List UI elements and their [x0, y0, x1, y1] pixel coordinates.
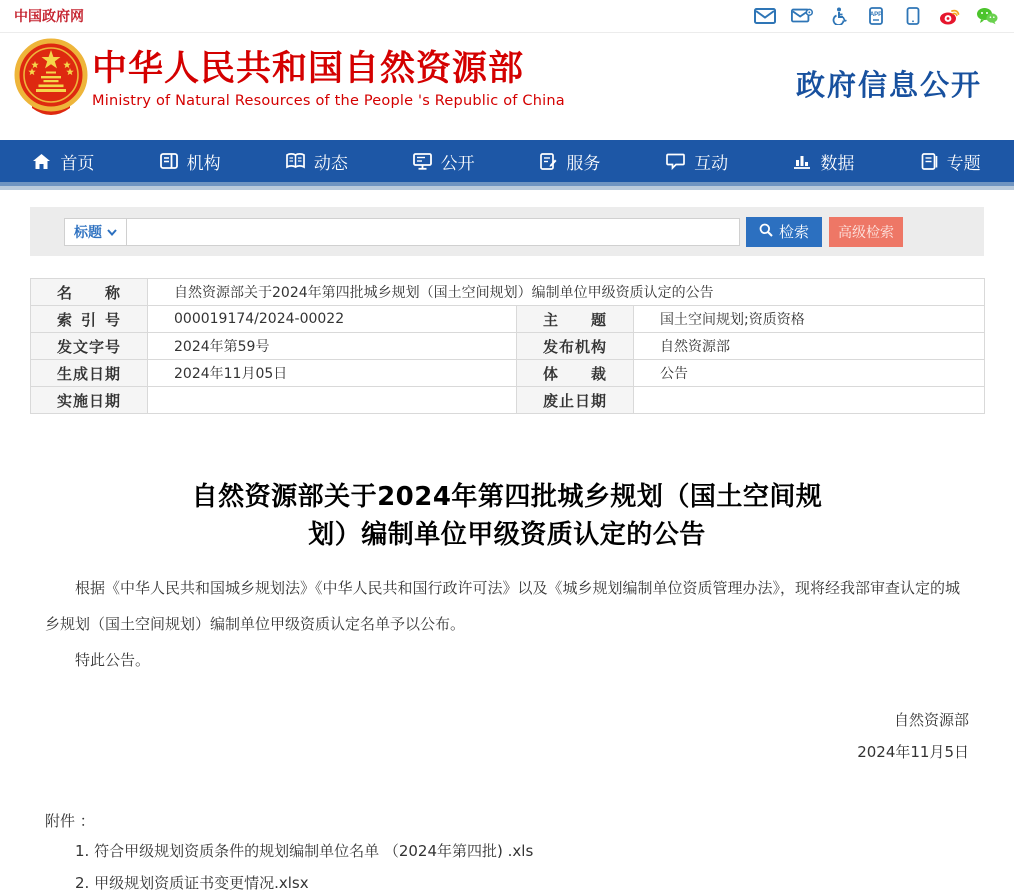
meta-value-generated-date: 2024年11月05日 — [148, 360, 517, 387]
nav-label: 机构 — [186, 153, 221, 174]
article-paragraph: 特此公告。 — [75, 651, 151, 669]
attachments-label: 附件 ： — [45, 812, 95, 830]
attachments-section — [45, 810, 969, 893]
meta-value-issuing-agency: 自然资源部 — [634, 333, 985, 360]
ministry-name-cn: 中华人民共和国自然资源部 — [92, 49, 525, 89]
signature-block — [45, 704, 969, 768]
nav-label: 专题 — [946, 153, 981, 174]
app-download-icon[interactable] — [865, 7, 887, 25]
signature-date: 2024年11月5日 — [857, 743, 969, 761]
meta-value-subject: 国土空间规划;资质资格 — [634, 306, 985, 333]
meta-label-genre: 体裁 — [517, 360, 634, 387]
nav-label: 互动 — [694, 153, 729, 174]
svg-text:APP: APP — [869, 12, 883, 18]
top-bar — [0, 0, 1014, 33]
meta-value-genre: 公告 — [634, 360, 985, 387]
mail-subscribe-icon[interactable] — [791, 7, 813, 25]
nav-label: 公开 — [440, 153, 475, 174]
attachments-list — [45, 841, 969, 893]
meta-value-doc-number: 2024年第59号 — [148, 333, 517, 360]
news-icon — [286, 153, 305, 169]
search-field-label: 标题 — [74, 224, 102, 241]
meta-value-repeal-date — [634, 387, 985, 414]
article-paragraph: 根据《中华人民共和国城乡规划法》《中华人民共和国行政许可法》以及《城乡规划编制单位资质管理办法》，现将经我部审查认定的城乡规划（国土空间规划）编制单位甲级资质认定名单予以公布。 — [45, 579, 961, 633]
attachment-link-2[interactable]: 2. 甲级规划资质证书变更情况.xlsx — [75, 874, 309, 892]
accessibility-icon[interactable] — [828, 7, 850, 25]
nav-divider-strip-light — [0, 186, 1014, 190]
nav-item-home[interactable] — [0, 140, 127, 182]
disclosure-icon — [413, 153, 432, 170]
document-meta-table — [30, 278, 985, 414]
gov-site-link[interactable]: 中国政府网 — [14, 9, 84, 25]
service-icon — [540, 153, 557, 170]
main-nav — [0, 140, 1014, 182]
table-row — [31, 279, 985, 306]
meta-value-effective-date — [148, 387, 517, 414]
topics-icon — [921, 153, 938, 170]
search-field-select[interactable] — [64, 218, 126, 246]
search-icon — [759, 223, 773, 241]
table-row — [31, 333, 985, 360]
organization-icon — [160, 153, 178, 169]
site-header — [0, 33, 1014, 140]
meta-value-index-number: 000019174/2024-00022 — [148, 306, 517, 333]
advanced-search-button[interactable]: 高级检索 — [829, 217, 903, 247]
table-row — [31, 306, 985, 333]
search-button-label: 检索 — [778, 223, 809, 241]
nav-item-data[interactable] — [761, 140, 888, 182]
meta-label-subject: 主题 — [517, 306, 634, 333]
chevron-down-icon — [107, 224, 117, 240]
meta-label-generated-date: 生成日期 — [31, 360, 148, 387]
wechat-icon[interactable] — [976, 7, 998, 25]
nav-item-interaction[interactable] — [634, 140, 761, 182]
ministry-name-en: Ministry of Natural Resources of the People 's Republic of China — [92, 93, 565, 109]
search-bar — [30, 207, 984, 256]
nav-label: 数据 — [820, 153, 855, 174]
top-icon-row — [754, 7, 998, 25]
page-title: 政府信息公开 — [795, 68, 982, 102]
mail-icon[interactable] — [754, 7, 776, 25]
nav-item-news[interactable] — [254, 140, 381, 182]
article-body — [45, 570, 969, 678]
meta-label-index-number: 索引号 — [31, 306, 148, 333]
home-icon — [32, 153, 51, 170]
signature-agency: 自然资源部 — [893, 711, 969, 729]
ministry-title-block — [92, 49, 565, 109]
meta-label-name: 名称 — [31, 279, 148, 306]
search-button[interactable] — [746, 217, 822, 247]
meta-label-doc-number: 发文字号 — [31, 333, 148, 360]
table-row — [31, 360, 985, 387]
article-title: 自然资源部关于2024年第四批城乡规划（国土空间规划）编制单位甲级资质认定的公告 — [191, 482, 823, 550]
meta-label-repeal-date: 废止日期 — [517, 387, 634, 414]
nav-item-topics[interactable] — [887, 140, 1014, 182]
table-row — [31, 387, 985, 414]
mobile-icon[interactable] — [902, 7, 924, 25]
meta-label-effective-date: 实施日期 — [31, 387, 148, 414]
nav-item-organization[interactable] — [127, 140, 254, 182]
attachment-link-1[interactable]: 1. 符合甲级规划资质条件的规划编制单位名单 （2024年第四批) .xls — [75, 842, 534, 860]
meta-value-name: 自然资源部关于2024年第四批城乡规划（国土空间规划）编制单位甲级资质认定的公告 — [148, 279, 985, 306]
data-icon — [793, 153, 811, 169]
article — [0, 478, 1014, 768]
meta-label-issuing-agency: 发布机构 — [517, 333, 634, 360]
nav-label: 动态 — [313, 153, 348, 174]
interaction-icon — [666, 153, 685, 170]
national-emblem-logo — [12, 38, 90, 124]
nav-item-service[interactable] — [507, 140, 634, 182]
nav-label: 服务 — [566, 153, 601, 174]
weibo-icon[interactable] — [939, 7, 961, 25]
nav-label: 首页 — [60, 153, 95, 174]
search-input[interactable] — [126, 218, 740, 246]
nav-item-disclosure[interactable] — [380, 140, 507, 182]
